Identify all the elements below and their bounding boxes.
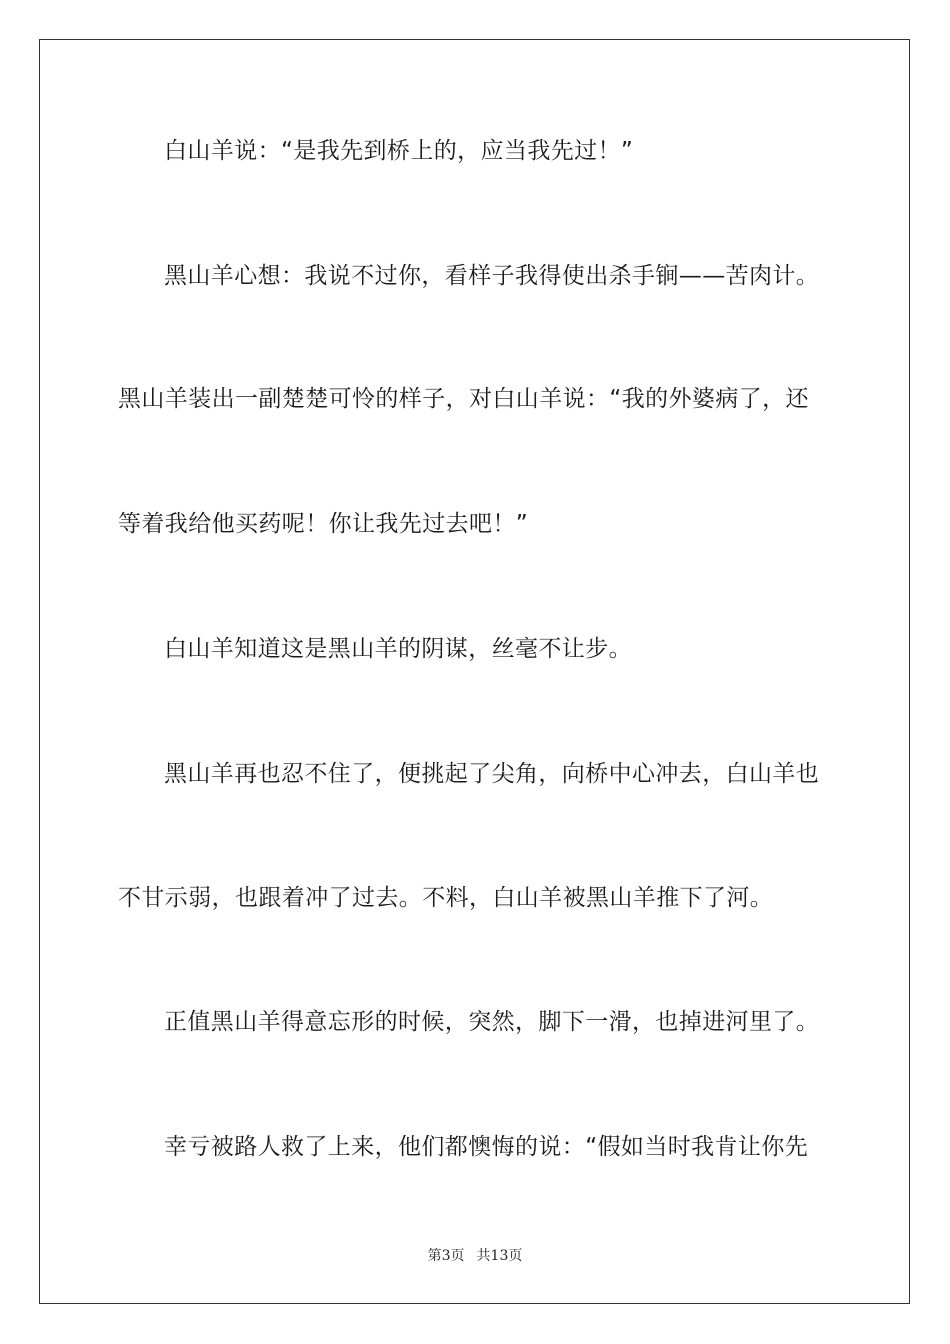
page-footer: [0, 1247, 950, 1265]
text-line-6: 黑山羊再也忍不住了，便挑起了尖角，向桥中心冲去，白山羊也: [164, 761, 820, 787]
text-line-2: 黑山羊心想：我说不过你，看样子我得使出杀手锏——苦肉计。: [164, 263, 820, 289]
text-line-8: 正值黑山羊得意忘形的时候，突然，脚下一滑，也掉进河里了。: [164, 1009, 820, 1035]
text-line-7: 不甘示弱，也跟着冲了过去。不料，白山羊被黑山羊推下了河。: [118, 885, 774, 911]
text-line-9: 幸亏被路人救了上来，他们都懊悔的说：“假如当时我肯让你先: [164, 1134, 809, 1160]
page-border: [39, 39, 910, 1304]
text-line-3: 黑山羊装出一副楚楚可怜的样子，对白山羊说：“我的外婆病了，还: [118, 386, 809, 412]
page-total: 共13页: [476, 1248, 523, 1264]
text-line-5: 白山羊知道这是黑山羊的阴谋，丝毫不让步。: [164, 636, 632, 662]
text-line-1: 白山羊说：“是我先到桥上的，应当我先过！”: [164, 138, 634, 164]
text-line-4: 等着我给他买药呢！你让我先过去吧！”: [118, 511, 529, 537]
page-number: 第3页: [427, 1248, 465, 1264]
